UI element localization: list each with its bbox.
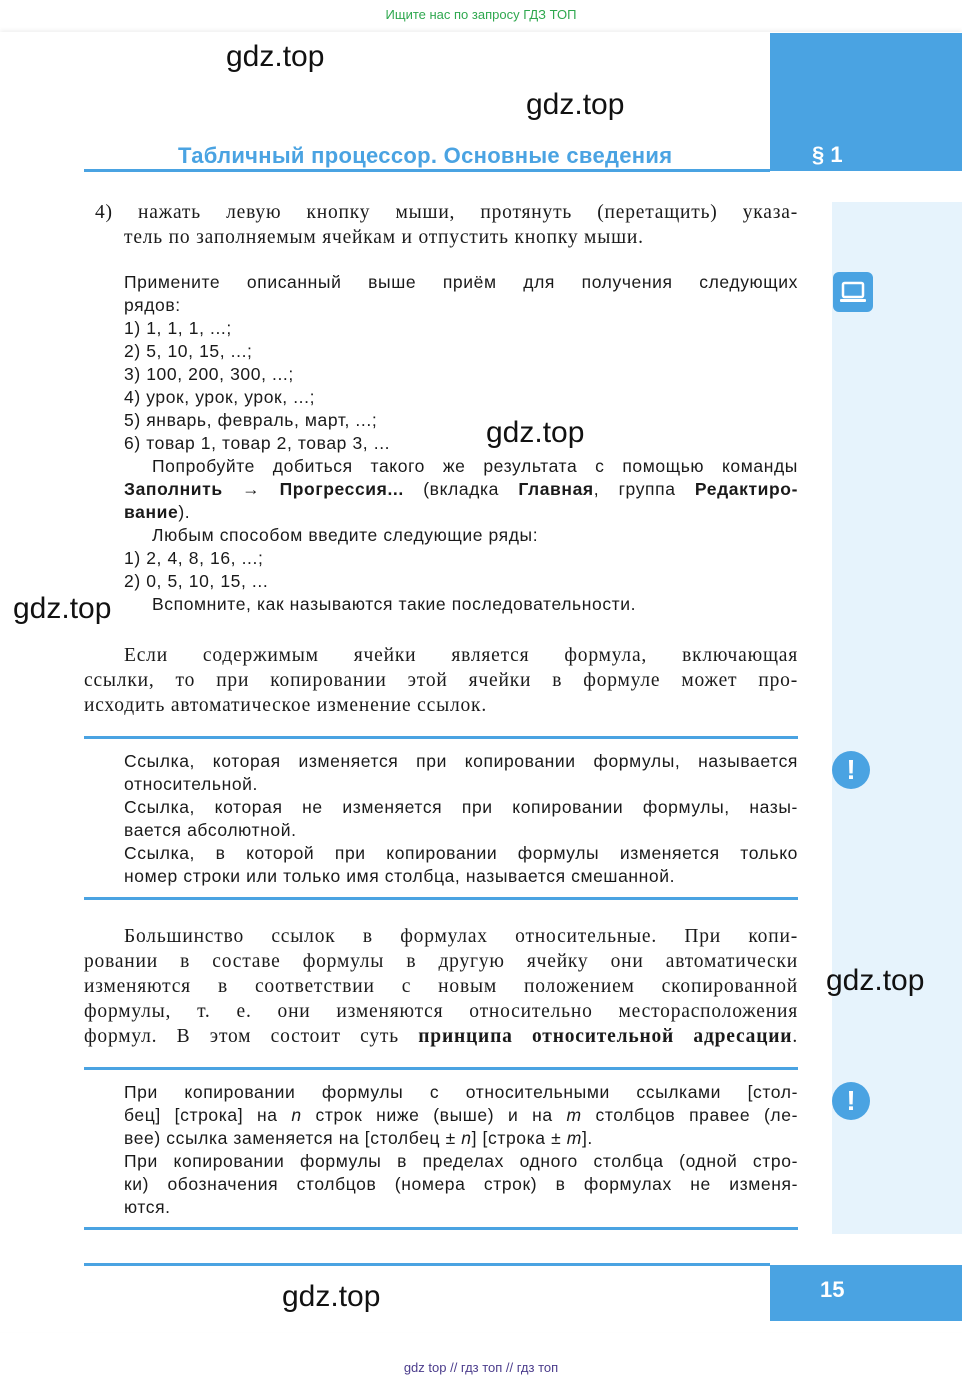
task-1: Примените описанный выше приём для получения следующих рядов: 1) 1, 1, 1, ...; 2) 5, 10, 15, ...; 3) 100, 200, 300, ...; 4) урок, урок, урок, ...; 5) январь, февраль, март, ...; 6) товар 1, товар 2, товар 3, ... Попробуйте добиться такого же результата с помощью команды Заполнить → Прогрессия... (вкладка Главная, группа Редактиро- вание). Любым способом введите следующие ряды: 1) 2, 4, 8, 16, ...; 2) 0, 5, 10, 15, ... Вспомните, как называются такие последовательности. [124,272,799,614]
site-footer: gdz top // гдз топ // гдз топ [403,1360,559,1375]
watermark: gdz.top [282,1280,381,1313]
list-item: 3) 100, 200, 300, ...; [124,364,294,384]
watermark: gdz.top [826,964,925,997]
definition-box-2: При копировании формулы с относительными ссылками [стол- бец] [строка] на n строк ниже (выше) и на m столбцов правее (ле- вее) ссылка заменяется на [столбец ± n] [строка ± m]. При копировании формулы в пределах одного столбца (одной стро- ки) обозначения столбцов (номера строк) в формулах не изменя- ются. [124,1082,798,1217]
exclamation-icon: ! [832,1082,870,1120]
command-progression: Прогрессия... [279,479,404,499]
footer-rule [84,1263,770,1266]
step-number: 4) [95,202,113,223]
list-item: 1) 2, 4, 8, 16, ...; [124,548,264,568]
paragraph-2: Большинство ссылок в формулах относительные. При копи- ровании в составе формулы в другую ячейку они автоматически изменяются в соответствии с новым положением скопированной формулы, т. е. они изменяются относительно месторасположения формул. В этом состоит суть принципа относительной адресации. [84,926,799,1047]
box-rule-bottom [84,1227,798,1230]
paragraph-label: § 1 [812,142,843,167]
list-item: 4) урок, урок, урок, ...; [124,387,316,407]
box-rule-bottom [84,897,798,900]
side-margin-strip [832,202,962,1234]
group-editing: Редактиро- [694,479,799,499]
list-item: 5) январь, февраль, март, ...; [124,410,378,430]
header-rule [84,169,770,172]
chapter-title: Табличный процессор. Основные сведения [178,143,673,168]
watermark: gdz.top [526,88,625,121]
page-number: 15 [820,1277,845,1302]
paragraph-badge [770,33,962,171]
watermark: gdz.top [13,592,112,625]
list-item: 2) 5, 10, 15, ...; [124,341,253,361]
list-item: 6) товар 1, товар 2, товар 3, ... [124,433,391,453]
watermark: gdz.top [486,416,585,449]
computer-icon [833,272,873,312]
command-fill: Заполнить [124,479,223,499]
definition-box-1: Ссылка, которая изменяется при копировании формулы, называется относительной. Ссылка, которая не изменяется при копировании формулы, назы- вается абсолютной. Ссылка, в которой при копировании формулы изменяется только номер строки или только имя столбца, называется смешанной. [124,751,798,886]
list-item: 2) 0, 5, 10, 15, ... [124,571,269,591]
principle-term: принципа относительной адресации [418,1026,793,1047]
box-rule-top [84,1067,798,1070]
paragraph-1: Если содержимым ячейки является формула, включающая ссылки, то при копировании этой ячейки в формуле может про- исходить автоматическое изменение ссылок. [84,645,798,716]
page-number-badge [770,1265,962,1321]
top-note: Ищите нас по запросу ГДЗ ТОП [385,7,577,22]
box-rule-top [84,736,798,739]
tab-home: Главная [518,479,594,499]
step-4: 4) нажать левую кнопку мыши, протянуть (перетащить) указа- тель по заполняемым ячейкам и отпустить кнопку мыши. [95,202,798,248]
list-item: 1) 1, 1, 1, ...; [124,318,232,338]
exclamation-icon: ! [832,751,870,789]
watermark: gdz.top [226,40,325,73]
